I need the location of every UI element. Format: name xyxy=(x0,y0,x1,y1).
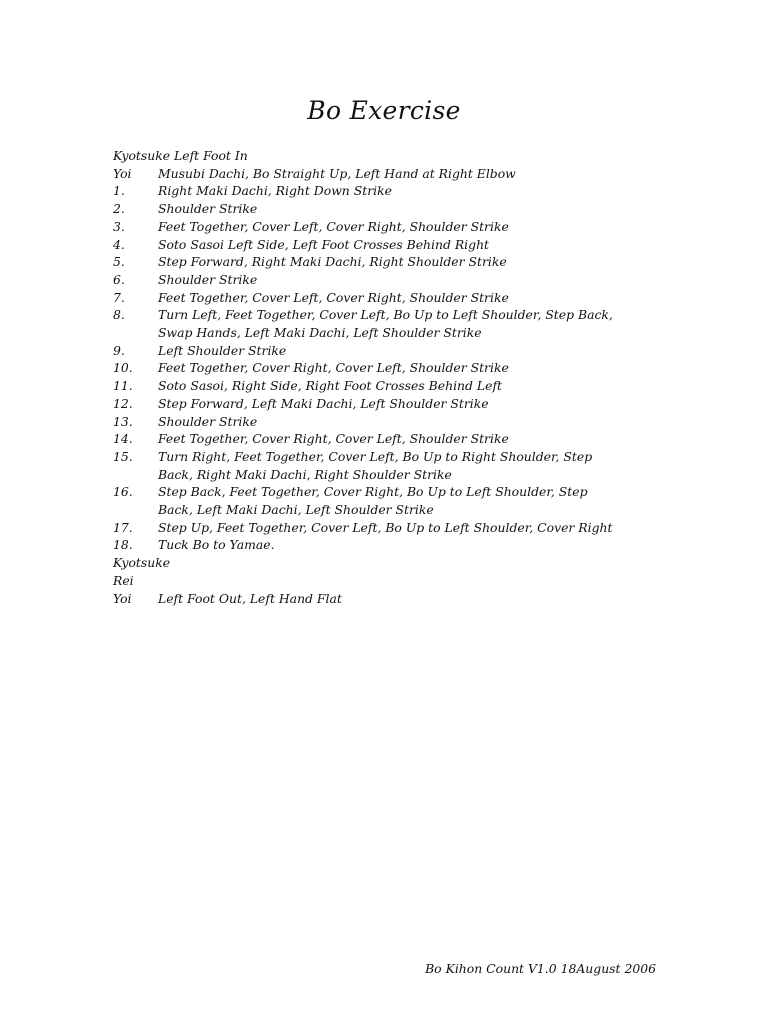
step-line xyxy=(113,218,673,236)
step-text: Back, Right Maki Dachi, Right Shoulder Strike xyxy=(158,466,452,482)
step-line xyxy=(113,236,673,254)
step-number: 17. xyxy=(113,519,133,535)
step-line xyxy=(113,289,673,307)
step-line xyxy=(113,395,673,413)
step-line xyxy=(113,306,673,324)
step-number: 13. xyxy=(113,413,133,429)
yoi-start-text: Musubi Dachi, Bo Straight Up, Left Hand at Right Elbow xyxy=(158,165,516,181)
rei-text: Rei xyxy=(113,572,134,588)
step-number: 6. xyxy=(113,271,125,287)
step-list xyxy=(113,182,673,554)
step-line xyxy=(113,448,673,466)
document-title: Bo Exercise xyxy=(307,96,461,125)
step-text: Step Back, Feet Together, Cover Right, Bo Up to Left Shoulder, Step xyxy=(158,484,588,500)
step-text: Step Up, Feet Together, Cover Left, Bo Up to Left Shoulder, Cover Right xyxy=(158,519,613,535)
step-line xyxy=(113,253,673,271)
step-line xyxy=(113,182,673,200)
step-number: 1. xyxy=(113,183,125,199)
step-text: Step Forward, Right Maki Dachi, Right Shoulder Strike xyxy=(158,254,507,270)
step-number: 10. xyxy=(113,360,133,376)
document-footer: Bo Kihon Count V1.0 18August 2006 xyxy=(425,961,656,976)
step-text: Tuck Bo to Yamae. xyxy=(158,537,275,553)
step-number: 12. xyxy=(113,395,133,411)
step-line xyxy=(113,466,673,484)
step-text: Step Forward, Left Maki Dachi, Left Shoulder Strike xyxy=(158,395,489,411)
step-text: Feet Together, Cover Right, Cover Left, Shoulder Strike xyxy=(158,360,509,376)
step-line xyxy=(113,413,673,431)
step-number: 16. xyxy=(113,484,133,500)
yoi-end-line xyxy=(113,590,673,608)
step-line xyxy=(113,342,673,360)
step-text: Feet Together, Cover Left, Cover Right, Shoulder Strike xyxy=(158,218,509,234)
step-text: Shoulder Strike xyxy=(158,201,258,217)
kyotsuke-line xyxy=(113,554,673,572)
step-text: Left Shoulder Strike xyxy=(158,342,287,358)
step-number: 3. xyxy=(113,218,125,234)
step-text: Swap Hands, Left Maki Dachi, Left Shoulder Strike xyxy=(158,325,482,341)
step-line xyxy=(113,271,673,289)
step-number: 8. xyxy=(113,307,125,323)
step-number: 2. xyxy=(113,201,125,217)
step-number xyxy=(113,324,158,342)
step-line xyxy=(113,519,673,537)
yoi-start-label: Yoi xyxy=(113,165,132,181)
step-text: Back, Left Maki Dachi, Left Shoulder Strike xyxy=(158,502,434,518)
step-line xyxy=(113,501,673,519)
step-text: Right Maki Dachi, Right Down Strike xyxy=(158,183,392,199)
yoi-end-label: Yoi xyxy=(113,590,132,606)
step-number: 4. xyxy=(113,236,125,252)
step-number xyxy=(113,466,158,484)
step-text: Shoulder Strike xyxy=(158,271,258,287)
step-number xyxy=(113,501,158,519)
step-line xyxy=(113,324,673,342)
document-body xyxy=(113,147,673,607)
step-text: Soto Sasoi, Right Side, Right Foot Crosses Behind Left xyxy=(158,378,503,394)
yoi-start-line xyxy=(113,165,673,183)
step-number: 9. xyxy=(113,342,125,358)
step-number: 18. xyxy=(113,537,133,553)
intro-text: Kyotsuke Left Foot In xyxy=(113,148,248,163)
step-number: 11. xyxy=(113,378,133,394)
step-number: 5. xyxy=(113,254,125,270)
step-text: Feet Together, Cover Right, Cover Left, Shoulder Strike xyxy=(158,431,509,447)
step-line xyxy=(113,430,673,448)
step-line xyxy=(113,359,673,377)
step-line xyxy=(113,536,673,554)
intro-line xyxy=(113,147,673,165)
step-text: Turn Right, Feet Together, Cover Left, Bo Up to Right Shoulder, Step xyxy=(158,448,593,464)
step-text: Turn Left, Feet Together, Cover Left, Bo Up to Left Shoulder, Step Back, xyxy=(158,307,613,323)
rei-line xyxy=(113,572,673,590)
step-number: 15. xyxy=(113,448,133,464)
step-line xyxy=(113,483,673,501)
step-text: Shoulder Strike xyxy=(158,413,258,429)
step-text: Feet Together, Cover Left, Cover Right, Shoulder Strike xyxy=(158,289,509,305)
step-number: 7. xyxy=(113,289,125,305)
step-line xyxy=(113,377,673,395)
step-number: 14. xyxy=(113,431,133,447)
step-text: Soto Sasoi Left Side, Left Foot Crosses Behind Right xyxy=(158,236,490,252)
kyotsuke-text: Kyotsuke xyxy=(113,555,171,571)
yoi-end-text: Left Foot Out, Left Hand Flat xyxy=(158,590,342,606)
step-line xyxy=(113,200,673,218)
